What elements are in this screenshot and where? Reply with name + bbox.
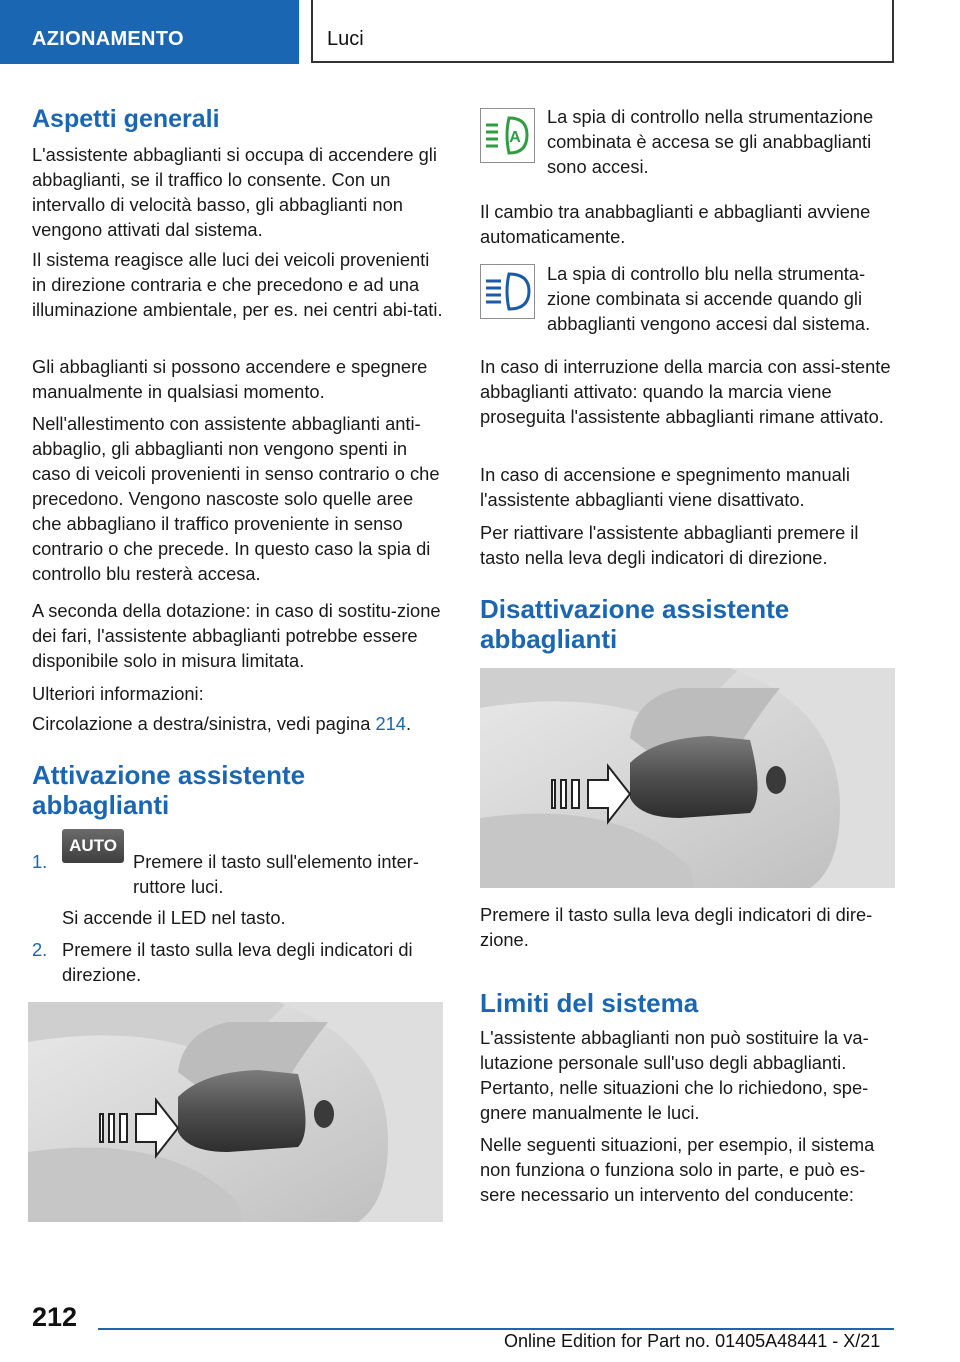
- lever-illustration: [28, 1002, 443, 1222]
- step-number: 1.: [32, 851, 48, 872]
- paragraph: Il sistema reagisce alle luci dei veicoli provenienti in direzione contraria e che precedono e ad una illuminazione ambientale, per es. nei centri abi-tati.: [32, 249, 443, 320]
- paragraph: Il cambio tra anabbaglianti e abbaglianti avviene automaticamente.: [480, 201, 871, 247]
- green-indicator-icon: [480, 108, 535, 163]
- heading-limiti: Limiti del sistema: [480, 988, 699, 1018]
- lever-illustration: [480, 668, 895, 888]
- turn-signal-lever-photo: [28, 1002, 443, 1222]
- svg-text:A: A: [509, 129, 521, 146]
- cross-reference-text: Circolazione a destra/sinistra, vedi pagina: [32, 713, 376, 734]
- paragraph: Nelle seguenti situazioni, per esempio, il sistema non funziona o funziona solo in parte, e può es-sere necessario un intervento del conducente:: [480, 1134, 875, 1205]
- paragraph: In caso di interruzione della marcia con assi-stente abbaglianti attivato: quando la marcia viene proseguita l'assistente abbaglianti rimane attivato.: [480, 356, 891, 427]
- turn-signal-lever-photo: [480, 668, 895, 888]
- section-label: AZIONAMENTO: [32, 28, 184, 50]
- chapter-title: Luci: [327, 28, 364, 50]
- page-link[interactable]: 214: [375, 713, 406, 734]
- paragraph: Nell'allestimento con assistente abbaglianti anti-abbaglio, gli abbaglianti non vengono spenti in caso di veicoli provenienti in senso contrario o che precedono. Vengono nascoste solo quelle aree che abbagliano il traffico proveniente in senso contrario o che precede. In questo caso la spia di controllo blu resterà accesa.: [32, 413, 440, 584]
- paragraph: La spia di controllo nella strumentazione combinata è accesa se gli anabbaglianti sono accesi.: [547, 106, 874, 177]
- heading-aspetti-generali: Aspetti generali: [32, 105, 220, 133]
- blue-high-beam-indicator-icon: [480, 264, 535, 319]
- step-1: [32, 829, 444, 897]
- step-text: Premere il tasto sull'elemento inter-ruttore luci.: [133, 851, 419, 897]
- step-text: Premere il tasto sulla leva degli indicatori di direzione.: [62, 939, 413, 985]
- paragraph: L'assistente abbaglianti non può sostituire la va-lutazione personale sull'uso degli abbaglianti. Pertanto, nelle situazioni che lo richiedono, spe-gnere manualmente le luci.: [480, 1027, 869, 1123]
- step-number: 2.: [32, 939, 48, 960]
- section-tab: [0, 0, 299, 64]
- paragraph: Ulteriori informazioni:: [32, 683, 204, 704]
- page-number: 212: [32, 1302, 78, 1332]
- edition-note: Online Edition for Part no. 01405A48441 - X/21: [504, 1331, 881, 1351]
- paragraph: L'assistente abbaglianti si occupa di accendere gli abbaglianti, se il traffico lo consente. Con un intervallo di velocità basso, gli abbaglianti non vengono attivati dal sistema.: [32, 144, 437, 240]
- paragraph: In caso di accensione e spegnimento manuali l'assistente abbaglianti viene disattivato.: [480, 464, 850, 510]
- heading-disattivazione: Disattivazione assistente abbaglianti: [480, 594, 790, 654]
- cross-reference: [32, 711, 444, 736]
- paragraph: La spia di controllo blu nella strumenta-zione combinata si accende quando gli abbaglianti vengono accesi dal sistema.: [547, 263, 871, 334]
- paragraph: Per riattivare l'assistente abbaglianti premere il tasto nella leva degli indicatori di direzione.: [480, 522, 859, 568]
- paragraph: A seconda della dotazione: in caso di sostitu-zione dei fari, l'assistente abbaglianti potrebbe essere disponibile solo in misura limitata.: [32, 600, 441, 671]
- paragraph: Premere il tasto sulla leva degli indicatori di dire-zione.: [480, 904, 873, 950]
- auto-button-icon: AUTO: [62, 829, 124, 863]
- step-sub: Si accende il LED nel tasto.: [62, 907, 286, 928]
- cross-reference-end: .: [405, 713, 412, 734]
- footer-rule: [98, 1328, 894, 1330]
- paragraph: Gli abbaglianti si possono accendere e spegnere manualmente in qualsiasi momento.: [32, 356, 428, 402]
- chapter-title-box: [311, 0, 894, 63]
- heading-attivazione: Attivazione assistente abbaglianti: [32, 760, 306, 820]
